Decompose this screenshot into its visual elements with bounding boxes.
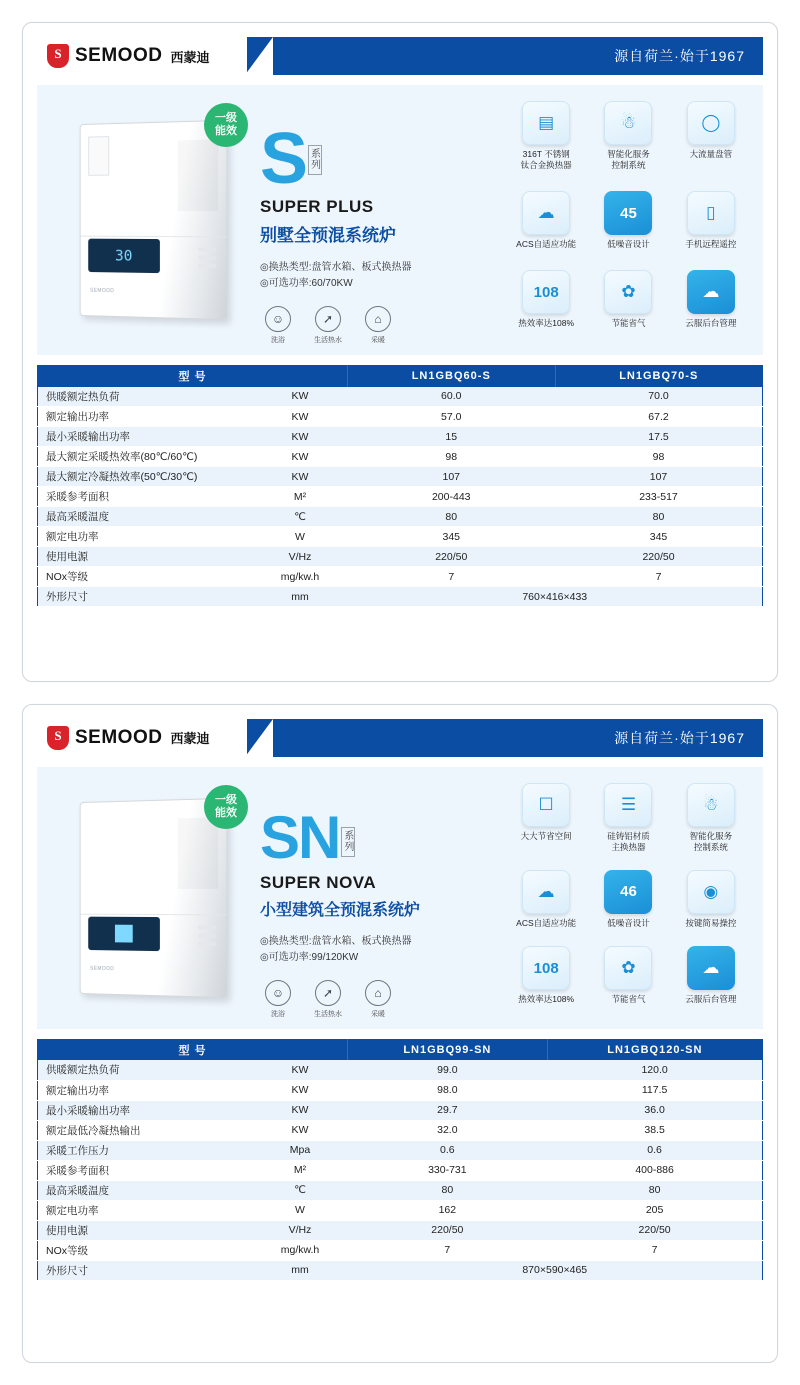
row-value-2: 38.5 xyxy=(547,1120,762,1140)
feature-item xyxy=(671,191,751,266)
feature-line1: 按键简易操控 xyxy=(685,917,737,928)
low-noise-46-icon xyxy=(604,870,652,914)
table-row xyxy=(38,587,763,607)
boiler-vent xyxy=(177,817,217,888)
feature-line1: 低噪音设计 xyxy=(607,239,650,249)
feature-grid xyxy=(506,95,751,345)
feature-item xyxy=(588,783,668,866)
hero-section xyxy=(37,767,763,1029)
feature-item xyxy=(588,191,668,266)
table-row xyxy=(38,1220,763,1240)
row-name: 供暖额定热负荷 xyxy=(38,1060,253,1080)
feature-line1: 节能省气 xyxy=(611,994,646,1005)
feature-line2: 控制系统 xyxy=(693,841,728,852)
row-value-1: 98 xyxy=(348,447,556,467)
spec-bullets xyxy=(260,934,500,966)
row-unit: W xyxy=(253,1200,348,1220)
series-english-name: SUPER PLUS xyxy=(260,197,374,216)
series-chinese-name: 小型建筑全预混系统炉 xyxy=(260,901,421,919)
spec-bullets xyxy=(260,260,500,292)
series-info xyxy=(260,777,500,1019)
table-row xyxy=(38,1060,763,1080)
brand-block xyxy=(37,719,247,757)
usage-label: 采暖 xyxy=(371,1010,385,1018)
usage-item xyxy=(310,306,346,345)
row-value-1: 32.0 xyxy=(348,1120,548,1140)
series-letter: SN xyxy=(260,803,340,871)
feature-line1: 智能化服务 xyxy=(607,149,650,159)
row-value-1: 162 xyxy=(348,1200,548,1220)
leaf-gas-saving-icon: ✿ xyxy=(604,270,652,314)
card-header xyxy=(37,37,763,75)
acs-icon: ☁ xyxy=(522,870,570,914)
row-name: 采暖参考面积 xyxy=(38,487,253,507)
boiler-display: 30 xyxy=(88,239,160,273)
table-row xyxy=(38,1200,763,1220)
table-row xyxy=(38,1260,763,1280)
row-name: NOx等级 xyxy=(38,1240,253,1260)
usage-item xyxy=(360,980,396,1019)
row-name: 额定电功率 xyxy=(38,527,253,547)
table-row xyxy=(38,527,763,547)
noise-value: 45 xyxy=(620,204,637,222)
row-value-1: 107 xyxy=(348,467,556,487)
shield-s-icon xyxy=(47,726,69,750)
row-name: 使用电源 xyxy=(38,1220,253,1240)
row-unit: ℃ xyxy=(253,507,348,527)
feature-item xyxy=(671,270,751,345)
feature-line2: 控制系统 xyxy=(611,160,646,170)
feature-item xyxy=(506,946,586,1018)
row-value-2: 117.5 xyxy=(547,1080,762,1100)
series-title-line xyxy=(260,803,500,871)
series-title-line xyxy=(260,119,500,199)
row-value-2: 220/50 xyxy=(547,1220,762,1240)
row-value-2: 17.5 xyxy=(555,427,763,447)
row-value-2: 400-886 xyxy=(547,1160,762,1180)
row-unit: KW xyxy=(253,427,348,447)
row-value-1: 7 xyxy=(348,567,556,587)
header-slogan: 源自荷兰·始于1967 xyxy=(614,729,745,746)
row-unit: KW xyxy=(253,447,348,467)
product-image xyxy=(49,95,254,345)
feature-line1: 云服后台管理 xyxy=(685,994,737,1005)
feature-item xyxy=(506,270,586,345)
spec-bullet: ◎换热类型:盘管水箱、板式换热器 xyxy=(260,935,412,947)
boiler-display: ██ xyxy=(88,916,160,950)
boiler-brand-mark: SEMOOD xyxy=(89,287,114,295)
cloud-service-icon: ☁ xyxy=(687,270,735,314)
feature-line1: 云服后台管理 xyxy=(685,318,737,328)
row-unit: M² xyxy=(253,487,348,507)
row-value-2: 205 xyxy=(547,1200,762,1220)
table-row xyxy=(38,1100,763,1120)
table-row xyxy=(38,487,763,507)
row-value-1: 330-731 xyxy=(348,1160,548,1180)
th-model-1: LN1GBQ60-S xyxy=(348,366,556,387)
space-saving-icon: ☐ xyxy=(522,783,570,827)
table-header-row xyxy=(38,1039,763,1060)
row-unit: mm xyxy=(253,587,348,607)
table-row xyxy=(38,407,763,427)
feature-item xyxy=(671,870,751,942)
th-model-2: LN1GBQ70-S xyxy=(555,366,763,387)
row-name: 额定输出功率 xyxy=(38,1080,253,1100)
feature-line1: 316T 不锈钢 xyxy=(522,149,570,159)
row-value-2: 70.0 xyxy=(555,387,763,407)
row-unit: mm xyxy=(253,1260,348,1280)
row-value-1: 80 xyxy=(348,1180,548,1200)
row-value-1: 7 xyxy=(348,1240,548,1260)
product-card-sn-series xyxy=(22,704,778,1364)
energy-grade-badge: 一级 能效 xyxy=(204,103,248,147)
series-chinese-name: 别墅全预混系统炉 xyxy=(260,226,396,245)
spec-bullet: ◎可选功率:99/120KW xyxy=(260,951,359,963)
feature-line1: 热效率达108% xyxy=(518,318,575,328)
house-heating-icon: ⌂ xyxy=(365,980,391,1006)
feature-line1: 热效率达108% xyxy=(518,994,575,1005)
hero-section xyxy=(37,85,763,355)
row-unit: M² xyxy=(253,1160,348,1180)
feature-line2: 钛合金换热器 xyxy=(520,160,572,170)
usage-label: 生活热水 xyxy=(314,1010,342,1018)
logo-wordmark: SEMOOD xyxy=(75,726,163,748)
row-value-2: 120.0 xyxy=(547,1060,762,1080)
row-value-span: 870×590×465 xyxy=(348,1260,763,1280)
row-name: 供暖额定热负荷 xyxy=(38,387,253,407)
leaf-gas-saving-icon: ✿ xyxy=(604,946,652,990)
shower-icon: ☺ xyxy=(265,980,291,1006)
row-value-1: 80 xyxy=(348,507,556,527)
feature-line1: ACS自适应功能 xyxy=(516,917,577,928)
product-card-s-series xyxy=(22,22,778,682)
faucet-icon: ➚ xyxy=(315,306,341,332)
row-name: 使用电源 xyxy=(38,547,253,567)
usage-icons xyxy=(260,980,500,1019)
heat-exchanger-icon: ▤ xyxy=(522,101,570,145)
efficiency-value: 108 xyxy=(533,283,559,301)
logo-wordmark: SEMOOD xyxy=(75,45,163,66)
efficiency-value: 108 xyxy=(533,959,559,977)
usage-icons xyxy=(260,306,500,345)
row-unit: KW xyxy=(253,407,348,427)
logo-chinese-name: 西蒙迪 xyxy=(170,731,210,746)
row-unit: KW xyxy=(253,1100,348,1120)
row-unit: KW xyxy=(253,1120,348,1140)
row-unit: KW xyxy=(253,387,348,407)
row-value-2: 36.0 xyxy=(547,1100,762,1120)
series-suffix: 系列 xyxy=(308,145,322,175)
row-name: 外形尺寸 xyxy=(38,587,253,607)
row-name: 最小采暖输出功率 xyxy=(38,427,253,447)
row-unit: W xyxy=(253,527,348,547)
feature-item xyxy=(671,783,751,866)
usage-item xyxy=(260,306,296,345)
row-value-2: 0.6 xyxy=(547,1140,762,1160)
table-row xyxy=(38,427,763,447)
row-value-2: 80 xyxy=(547,1180,762,1200)
series-info xyxy=(260,95,500,345)
feature-line1: 低噪音设计 xyxy=(607,917,650,928)
th-model: 型 号 xyxy=(38,366,348,387)
spec-table-sn xyxy=(37,1039,763,1281)
table-row xyxy=(38,1240,763,1260)
table-row xyxy=(38,567,763,587)
table-row xyxy=(38,467,763,487)
faucet-icon: ➚ xyxy=(315,980,341,1006)
boiler-buttons xyxy=(197,247,215,268)
coil-pipe-icon: ◯ xyxy=(687,101,735,145)
usage-item xyxy=(260,980,296,1019)
row-unit: ℃ xyxy=(253,1180,348,1200)
table-row xyxy=(38,507,763,527)
feature-item xyxy=(588,946,668,1018)
row-name: NOx等级 xyxy=(38,567,253,587)
row-value-1: 57.0 xyxy=(348,407,556,427)
smart-brain-icon: ☃ xyxy=(604,101,652,145)
feature-item xyxy=(588,101,668,187)
row-unit: V/Hz xyxy=(253,547,348,567)
row-value-1: 200-443 xyxy=(348,487,556,507)
row-value-2: 345 xyxy=(555,527,763,547)
shield-s-icon xyxy=(47,44,69,68)
usage-item xyxy=(310,980,346,1019)
series-letter: S xyxy=(260,119,307,199)
row-unit: KW xyxy=(253,1080,348,1100)
row-unit: KW xyxy=(253,1060,348,1080)
table-row xyxy=(38,1140,763,1160)
logo-chinese-name: 西蒙迪 xyxy=(170,49,210,65)
th-model: 型 号 xyxy=(38,1039,348,1060)
keypad-simple-icon: ◉ xyxy=(687,870,735,914)
feature-item xyxy=(506,783,586,866)
feature-item xyxy=(588,870,668,942)
card-header xyxy=(37,719,763,757)
row-unit: mg/kw.h xyxy=(253,1240,348,1260)
row-name: 采暖参考面积 xyxy=(38,1160,253,1180)
low-noise-45-icon xyxy=(604,191,652,235)
row-value-1: 345 xyxy=(348,527,556,547)
product-image xyxy=(49,777,254,1019)
row-value-2: 80 xyxy=(555,507,763,527)
mobile-remote-icon: ▯ xyxy=(687,191,735,235)
feature-grid xyxy=(506,777,751,1019)
row-value-1: 15 xyxy=(348,427,556,447)
row-value-2: 67.2 xyxy=(555,407,763,427)
acs-icon: ☁ xyxy=(522,191,570,235)
row-value-1: 98.0 xyxy=(348,1080,548,1100)
feature-line1: 硅铸铝材质 xyxy=(607,830,650,841)
row-name: 外形尺寸 xyxy=(38,1260,253,1280)
row-value-1: 29.7 xyxy=(348,1100,548,1120)
feature-item xyxy=(671,946,751,1018)
th-model-2: LN1GBQ120-SN xyxy=(547,1039,762,1060)
table-row xyxy=(38,387,763,407)
usage-item xyxy=(360,306,396,345)
header-slogan: 源自荷兰·始于1967 xyxy=(614,48,745,64)
row-unit: Mpa xyxy=(253,1140,348,1160)
boiler-vent xyxy=(177,139,217,210)
row-name: 最大额定采暖热效率(80℃/60℃) xyxy=(38,447,253,467)
row-value-2: 220/50 xyxy=(555,547,763,567)
boiler-illustration xyxy=(79,120,227,320)
feature-line1: 节能省气 xyxy=(611,318,646,328)
feature-line2: 主换热器 xyxy=(611,841,646,852)
row-value-2: 98 xyxy=(555,447,763,467)
usage-label: 生活热水 xyxy=(314,337,342,344)
row-value-2: 7 xyxy=(555,567,763,587)
row-value-1: 60.0 xyxy=(348,387,556,407)
boiler-illustration xyxy=(79,797,227,997)
boiler-label-tag xyxy=(88,136,109,176)
feature-item xyxy=(506,870,586,942)
table-row xyxy=(38,1160,763,1180)
table-row xyxy=(38,1180,763,1200)
boiler-seam xyxy=(80,235,226,237)
row-value-1: 220/50 xyxy=(348,547,556,567)
row-name: 最高采暖温度 xyxy=(38,507,253,527)
spec-table-s xyxy=(37,365,763,607)
row-name: 采暖工作压力 xyxy=(38,1140,253,1160)
spec-bullet: ◎换热类型:盘管水箱、板式换热器 xyxy=(260,262,412,273)
boiler-seam xyxy=(80,913,226,915)
row-value-span: 760×416×433 xyxy=(348,587,763,607)
feature-line1: 大流量盘管 xyxy=(689,149,733,159)
table-row xyxy=(38,1080,763,1100)
row-value-2: 7 xyxy=(547,1240,762,1260)
feature-item xyxy=(506,101,586,187)
usage-label: 洗浴 xyxy=(271,337,285,344)
series-suffix: 系列 xyxy=(341,827,355,857)
efficiency-108-icon xyxy=(522,946,570,990)
silicon-aluminum-icon: ☰ xyxy=(604,783,652,827)
table-row xyxy=(38,447,763,467)
row-name: 额定电功率 xyxy=(38,1200,253,1220)
row-name: 最小采暖输出功率 xyxy=(38,1100,253,1120)
row-name: 额定最低冷凝热输出 xyxy=(38,1120,253,1140)
feature-line1: 大大节省空间 xyxy=(520,830,572,841)
usage-label: 采暖 xyxy=(371,337,385,344)
boiler-buttons xyxy=(197,925,215,946)
house-heating-icon: ⌂ xyxy=(365,306,391,332)
feature-line1: 手机远程遥控 xyxy=(685,239,737,249)
energy-grade-badge: 一级 能效 xyxy=(204,785,248,829)
row-value-1: 0.6 xyxy=(348,1140,548,1160)
feature-item xyxy=(671,101,751,187)
th-model-1: LN1GBQ99-SN xyxy=(348,1039,548,1060)
row-unit: mg/kw.h xyxy=(253,567,348,587)
row-name: 最高采暖温度 xyxy=(38,1180,253,1200)
row-unit: V/Hz xyxy=(253,1220,348,1240)
boiler-brand-mark: SEMOOD xyxy=(89,965,114,972)
spec-bullet: ◎可选功率:60/70KW xyxy=(260,278,353,289)
row-value-2: 107 xyxy=(555,467,763,487)
smart-brain-icon: ☃ xyxy=(687,783,735,827)
row-name: 额定输出功率 xyxy=(38,407,253,427)
feature-item xyxy=(588,270,668,345)
brand-block xyxy=(37,37,247,75)
feature-line1: 智能化服务 xyxy=(689,830,733,841)
shower-icon: ☺ xyxy=(265,306,291,332)
usage-label: 洗浴 xyxy=(271,1010,285,1018)
table-header-row xyxy=(38,366,763,387)
row-value-1: 220/50 xyxy=(348,1220,548,1240)
cloud-service-icon: ☁ xyxy=(687,946,735,990)
noise-value: 46 xyxy=(620,883,637,901)
series-english-name: SUPER NOVA xyxy=(260,872,377,892)
table-row xyxy=(38,547,763,567)
table-row xyxy=(38,1120,763,1140)
efficiency-108-icon xyxy=(522,270,570,314)
row-value-1: 99.0 xyxy=(348,1060,548,1080)
row-unit: KW xyxy=(253,467,348,487)
row-value-2: 233-517 xyxy=(555,487,763,507)
feature-line1: ACS自适应功能 xyxy=(516,239,577,249)
feature-item xyxy=(506,191,586,266)
row-name: 最大额定冷凝热效率(50℃/30℃) xyxy=(38,467,253,487)
